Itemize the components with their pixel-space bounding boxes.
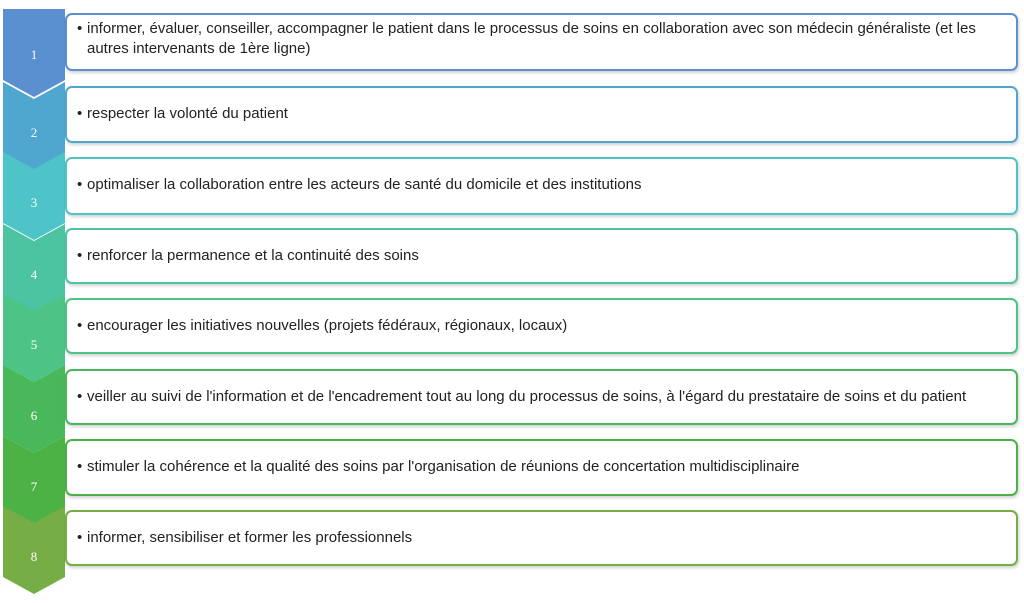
step-item (77, 457, 1004, 477)
step-box-8 (65, 510, 1018, 566)
bullet-icon: • (77, 458, 83, 475)
step-number: 2 (30, 125, 38, 140)
step-number: 8 (30, 549, 38, 564)
step-item (77, 528, 1004, 548)
step-item (77, 104, 1004, 124)
bullet-icon: • (77, 317, 83, 334)
step-text: encourager les initiatives nouvelles (projets fédéraux, régionaux, locaux) (87, 317, 568, 334)
step-box-3 (65, 157, 1018, 215)
step-item (77, 316, 1004, 336)
step-box-7 (65, 439, 1018, 496)
step-number: 6 (30, 408, 38, 423)
step-box-5 (65, 298, 1018, 354)
step-text: stimuler la cohérence et la qualité des soins par l'organisation de réunions de concertation multidisciplinaire (87, 458, 800, 475)
step-text: optimaliser la collaboration entre les acteurs de santé du domicile et des institutions (87, 176, 642, 193)
step-number: 4 (30, 267, 38, 282)
bullet-icon: • (77, 20, 83, 37)
bullet-icon: • (77, 388, 83, 405)
bullet-icon: • (77, 176, 83, 193)
step-text: informer, sensibiliser et former les professionnels (87, 529, 413, 546)
step-number: 5 (30, 337, 38, 352)
bullet-icon: • (77, 529, 83, 546)
step-chevrons (0, 0, 70, 603)
step-text: renforcer la permanence et la continuité des soins (87, 247, 419, 264)
step-text: veiller au suivi de l'information et de l'encadrement tout au long du processus de soins, à l'égard du prestataire de soins et du patient (87, 388, 967, 405)
step-number: 1 (30, 47, 38, 62)
step-box-2 (65, 86, 1018, 143)
step-text: informer, évaluer, conseiller, accompagner le patient dans le processus de soins en collaboration avec son médecin généraliste (et les autres intervenants de 1ère ligne) (87, 20, 976, 57)
step-item (77, 175, 1004, 195)
step-number: 3 (30, 195, 38, 210)
step-item (77, 19, 1004, 59)
step-text: respecter la volonté du patient (87, 105, 288, 122)
bullet-icon: • (77, 105, 83, 122)
step-item (77, 246, 1004, 266)
step-item (77, 387, 1004, 407)
step-box-6 (65, 369, 1018, 425)
bullet-icon: • (77, 247, 83, 264)
step-box-1 (65, 13, 1018, 71)
step-box-4 (65, 228, 1018, 284)
step-number: 7 (30, 479, 38, 494)
